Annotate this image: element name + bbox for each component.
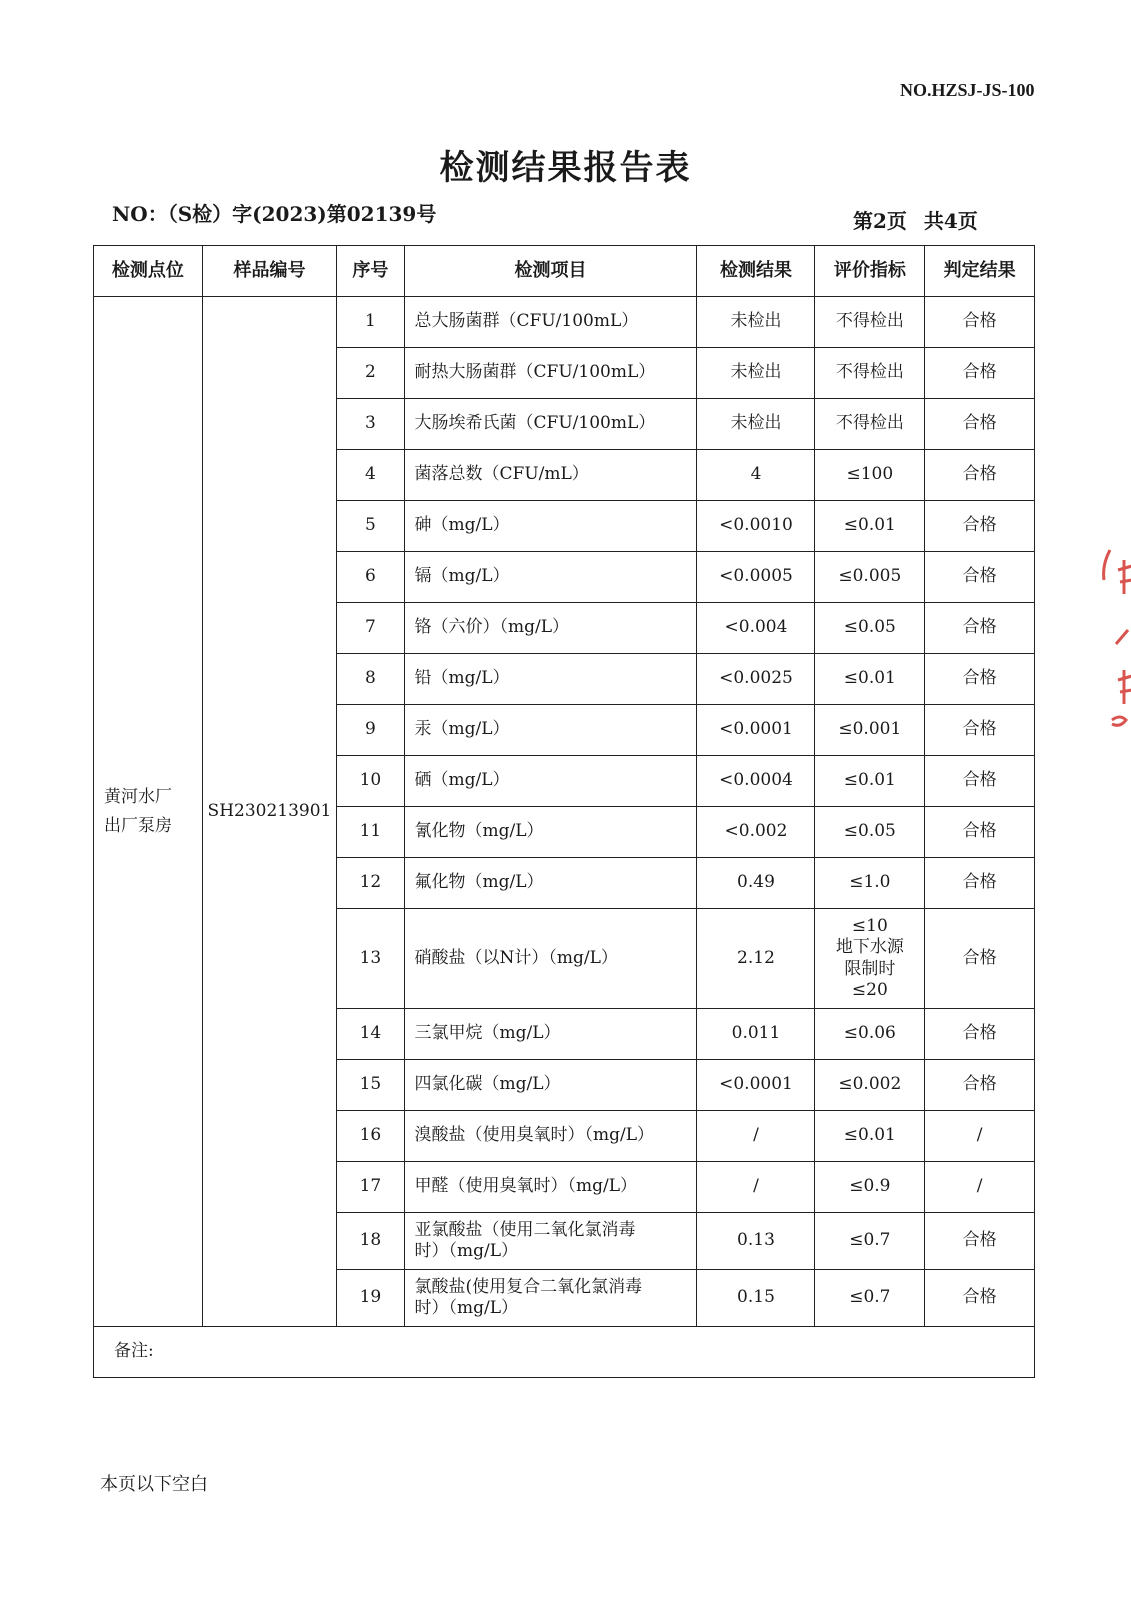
item-cell: 硒（mg/L） <box>404 756 697 807</box>
item-cell: 硝酸盐（以N计）（mg/L） <box>404 909 697 1009</box>
standard-cell: ≤0.01 <box>815 756 925 807</box>
result-cell: 0.011 <box>697 1009 815 1060</box>
verdict-cell: / <box>925 1111 1035 1162</box>
item-cell: 溴酸盐（使用臭氧时）（mg/L） <box>404 1111 697 1162</box>
item-cell: 氟化物（mg/L） <box>404 858 697 909</box>
verdict-cell: 合格 <box>925 1213 1035 1270</box>
result-cell: 0.13 <box>697 1213 815 1270</box>
item-cell: 砷（mg/L） <box>404 501 697 552</box>
result-cell: <0.002 <box>697 807 815 858</box>
seq-cell: 6 <box>337 552 404 603</box>
standard-cell: ≤0.7 <box>815 1270 925 1327</box>
standard-cell: ≤100 <box>815 450 925 501</box>
standard-cell: 不得检出 <box>815 297 925 348</box>
item-cell: 四氯化碳（mg/L） <box>404 1060 697 1111</box>
item-cell: 铅（mg/L） <box>404 654 697 705</box>
standard-line: ≤20 <box>851 979 888 1000</box>
item-line: 时）（mg/L） <box>414 1241 519 1261</box>
seq-cell: 10 <box>337 756 404 807</box>
standard-line: 限制时 <box>844 958 896 979</box>
result-cell: / <box>697 1162 815 1213</box>
result-cell: <0.0004 <box>697 756 815 807</box>
standard-cell: ≤0.001 <box>815 705 925 756</box>
seq-cell: 15 <box>337 1060 404 1111</box>
table-row <box>94 297 1035 348</box>
seq-cell: 16 <box>337 1111 404 1162</box>
report-number: NO：（S检）字(2023)第02139号 <box>112 202 437 226</box>
standard-cell: 不得检出 <box>815 348 925 399</box>
verdict-cell: 合格 <box>925 1009 1035 1060</box>
standard-line: 地下水源 <box>835 937 904 958</box>
seq-cell: 14 <box>337 1009 404 1060</box>
verdict-cell: 合格 <box>925 552 1035 603</box>
remarks-row <box>94 1327 1035 1378</box>
item-cell: 三氯甲烷（mg/L） <box>404 1009 697 1060</box>
seq-cell: 7 <box>337 603 404 654</box>
verdict-cell: 合格 <box>925 654 1035 705</box>
standard-cell: ≤0.01 <box>815 501 925 552</box>
standard-cell: ≤0.7 <box>815 1213 925 1270</box>
result-cell: / <box>697 1111 815 1162</box>
result-cell: 0.49 <box>697 858 815 909</box>
report-title: 检测结果报告表 <box>439 148 692 188</box>
standard-cell: ≤0.01 <box>815 654 925 705</box>
sample-id-cell: SH230213901 <box>202 297 337 1327</box>
seq-cell: 17 <box>337 1162 404 1213</box>
verdict-cell: 合格 <box>925 807 1035 858</box>
seq-cell: 5 <box>337 501 404 552</box>
seq-cell: 11 <box>337 807 404 858</box>
result-cell: 未检出 <box>697 348 815 399</box>
header-item: 检测项目 <box>404 246 697 297</box>
verdict-cell: 合格 <box>925 858 1035 909</box>
standard-cell: ≤1.0 <box>815 858 925 909</box>
standard-cell: ≤0.06 <box>815 1009 925 1060</box>
footer-note: 本页以下空白 <box>100 1474 208 1495</box>
result-cell: <0.0001 <box>697 705 815 756</box>
verdict-cell: 合格 <box>925 501 1035 552</box>
item-cell: 氰化物（mg/L） <box>404 807 697 858</box>
header-seq: 序号 <box>337 246 404 297</box>
result-cell: 未检出 <box>697 297 815 348</box>
standard-cell: ≤0.005 <box>815 552 925 603</box>
seq-cell: 1 <box>337 297 404 348</box>
item-cell: 大肠埃希氏菌（CFU/100mL） <box>404 399 697 450</box>
standard-cell: 不得检出 <box>815 399 925 450</box>
page-info: 第2页 共4页 <box>853 209 978 233</box>
seq-cell: 19 <box>337 1270 404 1327</box>
seq-cell: 9 <box>337 705 404 756</box>
document-code: NO.HZSJ-JS-100 <box>900 80 1035 100</box>
item-line: 时）（mg/L） <box>414 1298 519 1318</box>
results-table <box>93 245 1035 1378</box>
header-result: 检测结果 <box>697 246 815 297</box>
seq-cell: 18 <box>337 1213 404 1270</box>
seq-cell: 13 <box>337 909 404 1009</box>
header-sample: 样品编号 <box>202 246 337 297</box>
standard-cell <box>815 909 925 1009</box>
header-verdict: 判定结果 <box>925 246 1035 297</box>
item-line: 氯酸盐(使用复合二氧化氯消毒 <box>414 1276 643 1297</box>
verdict-cell: 合格 <box>925 909 1035 1009</box>
seq-cell: 3 <box>337 399 404 450</box>
item-cell: 耐热大肠菌群（CFU/100mL） <box>404 348 697 399</box>
result-cell: 未检出 <box>697 399 815 450</box>
header-standard: 评价指标 <box>815 246 925 297</box>
standard-cell: ≤0.9 <box>815 1162 925 1213</box>
result-cell: 2.12 <box>697 909 815 1009</box>
seq-cell: 8 <box>337 654 404 705</box>
verdict-cell: 合格 <box>925 1060 1035 1111</box>
item-cell: 甲醛（使用臭氧时）（mg/L） <box>404 1162 697 1213</box>
verdict-cell: 合格 <box>925 450 1035 501</box>
standard-cell: ≤0.01 <box>815 1111 925 1162</box>
verdict-cell: 合格 <box>925 1270 1035 1327</box>
result-cell: 4 <box>697 450 815 501</box>
item-cell: 菌落总数（CFU/mL） <box>404 450 697 501</box>
standard-line: ≤10 <box>851 916 888 936</box>
item-line: 亚氯酸盐（使用二氧化氯消毒 <box>414 1219 636 1240</box>
verdict-cell: 合格 <box>925 756 1035 807</box>
verdict-cell: 合格 <box>925 399 1035 450</box>
result-cell: <0.0010 <box>697 501 815 552</box>
item-cell <box>404 1213 697 1270</box>
verdict-cell: 合格 <box>925 348 1035 399</box>
site-cell <box>94 297 203 1327</box>
remarks-cell: 备注: <box>94 1327 1035 1378</box>
seq-cell: 12 <box>337 858 404 909</box>
header-site: 检测点位 <box>94 246 203 297</box>
verdict-cell: / <box>925 1162 1035 1213</box>
standard-cell: ≤0.05 <box>815 807 925 858</box>
item-cell: 汞（mg/L） <box>404 705 697 756</box>
result-cell: <0.0005 <box>697 552 815 603</box>
verdict-cell: 合格 <box>925 705 1035 756</box>
item-cell: 铬（六价）（mg/L） <box>404 603 697 654</box>
item-cell: 总大肠菌群（CFU/100mL） <box>404 297 697 348</box>
stamp-fragment-icon <box>1098 540 1131 770</box>
item-cell: 镉（mg/L） <box>404 552 697 603</box>
result-cell: 0.15 <box>697 1270 815 1327</box>
seq-cell: 2 <box>337 348 404 399</box>
result-cell: <0.0001 <box>697 1060 815 1111</box>
verdict-cell: 合格 <box>925 297 1035 348</box>
seq-cell: 4 <box>337 450 404 501</box>
result-cell: <0.0025 <box>697 654 815 705</box>
verdict-cell: 合格 <box>925 603 1035 654</box>
standard-cell: ≤0.002 <box>815 1060 925 1111</box>
site-line: 出厂泵房 <box>104 815 172 836</box>
site-line: 黄河水厂 <box>104 786 172 807</box>
header-row <box>94 246 1035 297</box>
standard-cell: ≤0.05 <box>815 603 925 654</box>
item-cell <box>404 1270 697 1327</box>
result-cell: <0.004 <box>697 603 815 654</box>
